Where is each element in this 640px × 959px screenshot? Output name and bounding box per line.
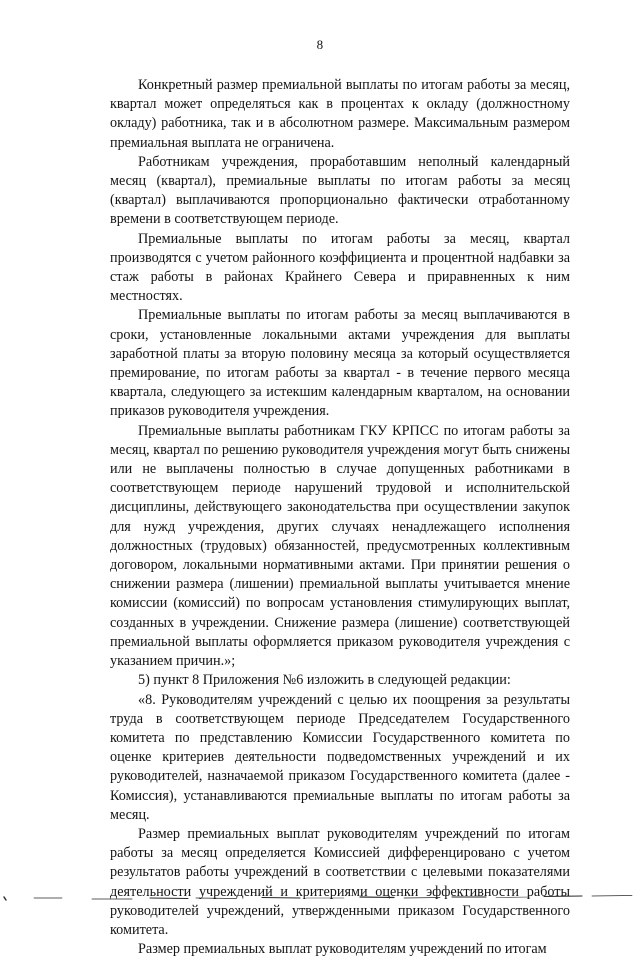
paragraph: «8. Руководителям учреждений с целью их поощрения за результаты труда в соответствующем периоде Председателем Государственного комитета по представлению Комиссии Государственного комитета по оценке критериев деятельности подведомственных учреждений и их руководителей, назначаемой приказом Государственного комитета (далее - Комиссия), устанавливаются премиальные выплаты по итогам работы за месяц.	[110, 691, 570, 823]
paragraph: 5) пункт 8 Приложения №6 изложить в следующей редакции:	[138, 672, 511, 689]
paragraph: Премиальные выплаты по итогам работы за месяц выплачиваются в сроки, установленные локальными актами учреждения для выплаты заработной платы за вторую половину месяца за который осуществляется премирование, по итогам работы за квартал - в течение первого месяца квартала, следующего за истекшим календарным кварталом, на основании приказов руководителя учреждения.	[110, 307, 570, 420]
paragraph: Размер премиальных выплат руководителям учреждений по итогам	[138, 941, 547, 958]
document-body	[110, 76, 570, 959]
paragraph: Премиальные выплаты по итогам работы за месяц, квартал производятся с учетом районного коэффициента и процентной надбавки за стаж работы в районах Крайнего Севера и приравненных к ним местностях.	[110, 230, 570, 305]
paragraph: Премиальные выплаты работникам ГКУ КРПСС по итогам работы за месяц, квартал по решению руководителя учреждения могут быть снижены или не выплачены полностью в случае допущенных работниками в соответствующем периоде нарушений трудовой и исполнительской дисциплины, действующего законодательства при осуществлении закупок для нужд учреждения, других случаях ненадлежащего исполнения должностных (трудовых) обязанностей, предусмотренных коллективным договором, локальными нормативными актами. При принятии решения о снижении размера (лишении) премиальной выплаты учитывается мнение комиссии (комиссий) по вопросам установления стимулирующих выплат, созданных в учреждении. Снижение размера (лишение) соответствующей премиальной выплаты оформляется приказом руководителя учреждения с указанием причин.»;	[110, 422, 570, 670]
scan-edge-artifact	[0, 888, 640, 902]
page-number: 8	[316, 37, 324, 52]
paragraph: Размер премиальных выплат руководителям учреждений по итогам работы за месяц определяется Комиссией дифференцировано с учетом результатов работы учреждений в соответствии с целевыми показателями деятельности учреждений и критериями оценки эффективности работы руководителей учреждений, утвержденными приказом Государственного комитета.	[110, 825, 570, 938]
paragraph: Конкретный размер премиальной выплаты по итогам работы за месяц, квартал может определяться как в процентах к окладу (должностному окладу) работника, так и в абсолютном размере. Максимальным размером премиальная выплата не ограничена.	[110, 77, 570, 151]
paragraph: Работникам учреждения, проработавшим неполный календарный месяц (квартал), премиальные выплаты по итогам работы за месяц (квартал) выплачиваются пропорционально фактически отработанному времени в соответствующем периоде.	[110, 153, 570, 228]
